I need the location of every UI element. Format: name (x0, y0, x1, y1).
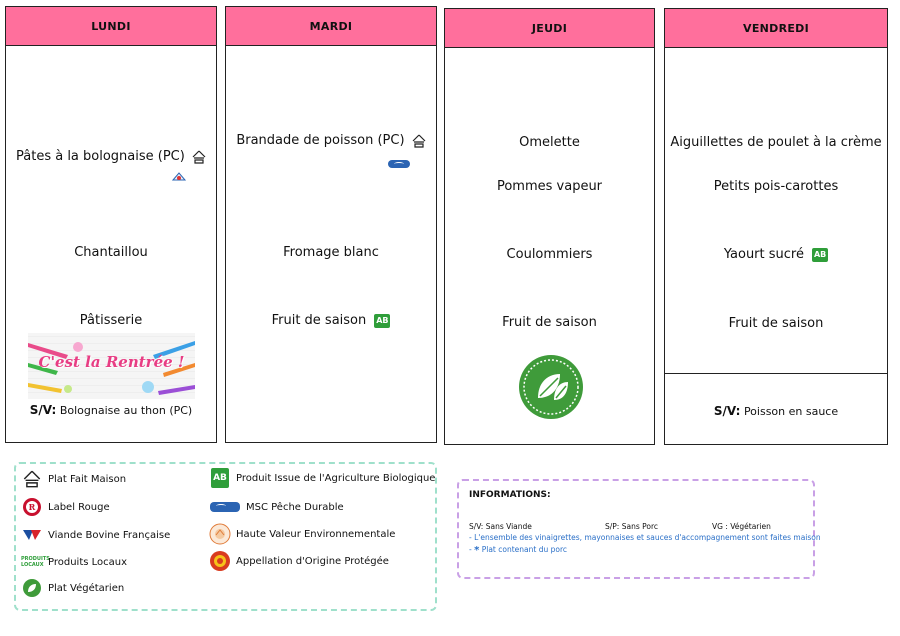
legend-label: Plat Végétarien (48, 582, 125, 594)
sv-lundi (6, 403, 216, 417)
dish-jeudi-2: Pommes vapeur (496, 179, 603, 194)
sv-text: Poisson en sauce (743, 405, 839, 418)
sv-label: S/V: (713, 404, 741, 418)
produits-locaux-badge: PRODUITS LOCAUX (21, 556, 50, 568)
info-sp: S/P: Sans Porc (605, 522, 659, 531)
vegetarien-icon (20, 578, 44, 598)
hve-icon (208, 524, 232, 544)
day-header-jeudi: JEUDI (445, 9, 654, 48)
column-lundi (5, 6, 217, 443)
legend-label: Produit Issue de l'Agriculture Biologique (236, 472, 436, 484)
info-title: INFORMATIONS: (469, 490, 551, 500)
info-vg: VG : Végétarien (712, 522, 771, 531)
legend-item-viande-bovine (20, 525, 170, 545)
legend-item-ab (208, 468, 435, 488)
divider (665, 373, 887, 374)
info-line-2 (469, 545, 567, 556)
star-icon: * (474, 545, 480, 556)
dish-lundi-2: Chantaillou (74, 245, 148, 260)
legend-item-msc (208, 497, 344, 517)
dish-vendredi-1: Aiguillettes de poulet à la crème (670, 135, 882, 150)
aop-icon (208, 551, 232, 571)
sv-label: S/V: (29, 403, 57, 417)
legend-box (14, 462, 437, 611)
info-line-2-text: Plat contenant du porc (481, 545, 567, 554)
ab-badge: AB (211, 468, 229, 488)
info-sv: S/V: Sans Viande (469, 522, 532, 531)
sv-text: Bolognaise au thon (PC) (59, 404, 193, 417)
dish-lundi-3: Pâtisserie (79, 313, 143, 328)
dish-vendredi-2: Petits pois-carottes (713, 179, 839, 194)
legend-item-vegetarien (20, 578, 124, 598)
dish-label: Yaourt sucré (723, 247, 804, 262)
column-mardi (225, 6, 437, 443)
dish-jeudi-4: Fruit de saison (502, 315, 597, 330)
legend-label: Produits Locaux (48, 556, 128, 568)
day-header-lundi: LUNDI (6, 7, 216, 46)
produits-locaux-icon (20, 552, 50, 572)
msc-icon (208, 497, 242, 517)
viande-bovine-icon (20, 525, 44, 545)
rentree-banner (28, 333, 195, 399)
dish-jeudi-3: Coulommiers (506, 247, 593, 262)
legend-item-aop (208, 551, 389, 571)
info-line-2-prefix: - (469, 545, 475, 554)
dish-vendredi-3 (665, 247, 887, 262)
day-header-vendredi: VENDREDI (665, 9, 887, 48)
info-line-1: - L'ensemble des vinaigrettes, mayonnaises et sauces d'accompagnement sont faites maison (469, 533, 821, 542)
dish-label: Brandade de poisson (PC) (236, 133, 405, 148)
legend-item-produits-locaux (20, 552, 127, 572)
rentree-banner-text: C'est la Rentrée ! (38, 353, 185, 371)
legend-label: Label Rouge (48, 501, 110, 513)
dish-mardi-2: Fromage blanc (283, 245, 379, 260)
sv-vendredi (665, 404, 887, 418)
legend-label: Plat Fait Maison (48, 473, 127, 485)
dish-lundi-1 (6, 149, 216, 164)
produits-locaux-icon (171, 169, 187, 188)
column-jeudi (444, 8, 655, 445)
day-header-mardi: MARDI (226, 7, 436, 46)
fait-maison-icon (192, 150, 206, 164)
legend-item-fait-maison (20, 469, 126, 489)
legend-label: MSC Pêche Durable (246, 501, 344, 513)
fait-maison-icon (412, 134, 426, 148)
dish-jeudi-1: Omelette (519, 135, 580, 150)
ab-icon: AB (374, 314, 390, 328)
dish-label: Fruit de saison (271, 313, 367, 328)
vegetarien-icon (518, 354, 584, 424)
column-vendredi (664, 8, 888, 445)
legend-label: Viande Bovine Française (48, 529, 171, 541)
dish-mardi-1 (226, 133, 436, 148)
dish-mardi-3 (226, 313, 436, 328)
fait-maison-icon (20, 469, 44, 489)
legend-item-label-rouge (20, 497, 110, 517)
ab-icon: AB (812, 248, 828, 262)
legend-item-hve (208, 524, 395, 544)
svg-text:R: R (28, 502, 36, 512)
legend-label: Appellation d'Origine Protégée (236, 555, 389, 567)
dish-label: Pâtes à la bolognaise (PC) (16, 149, 185, 164)
info-box (457, 479, 821, 579)
dish-vendredi-4: Fruit de saison (728, 316, 824, 331)
ab-icon (208, 468, 232, 488)
legend-label: Haute Valeur Environnementale (236, 528, 396, 540)
label-rouge-icon (20, 497, 44, 517)
msc-icon (388, 153, 410, 172)
